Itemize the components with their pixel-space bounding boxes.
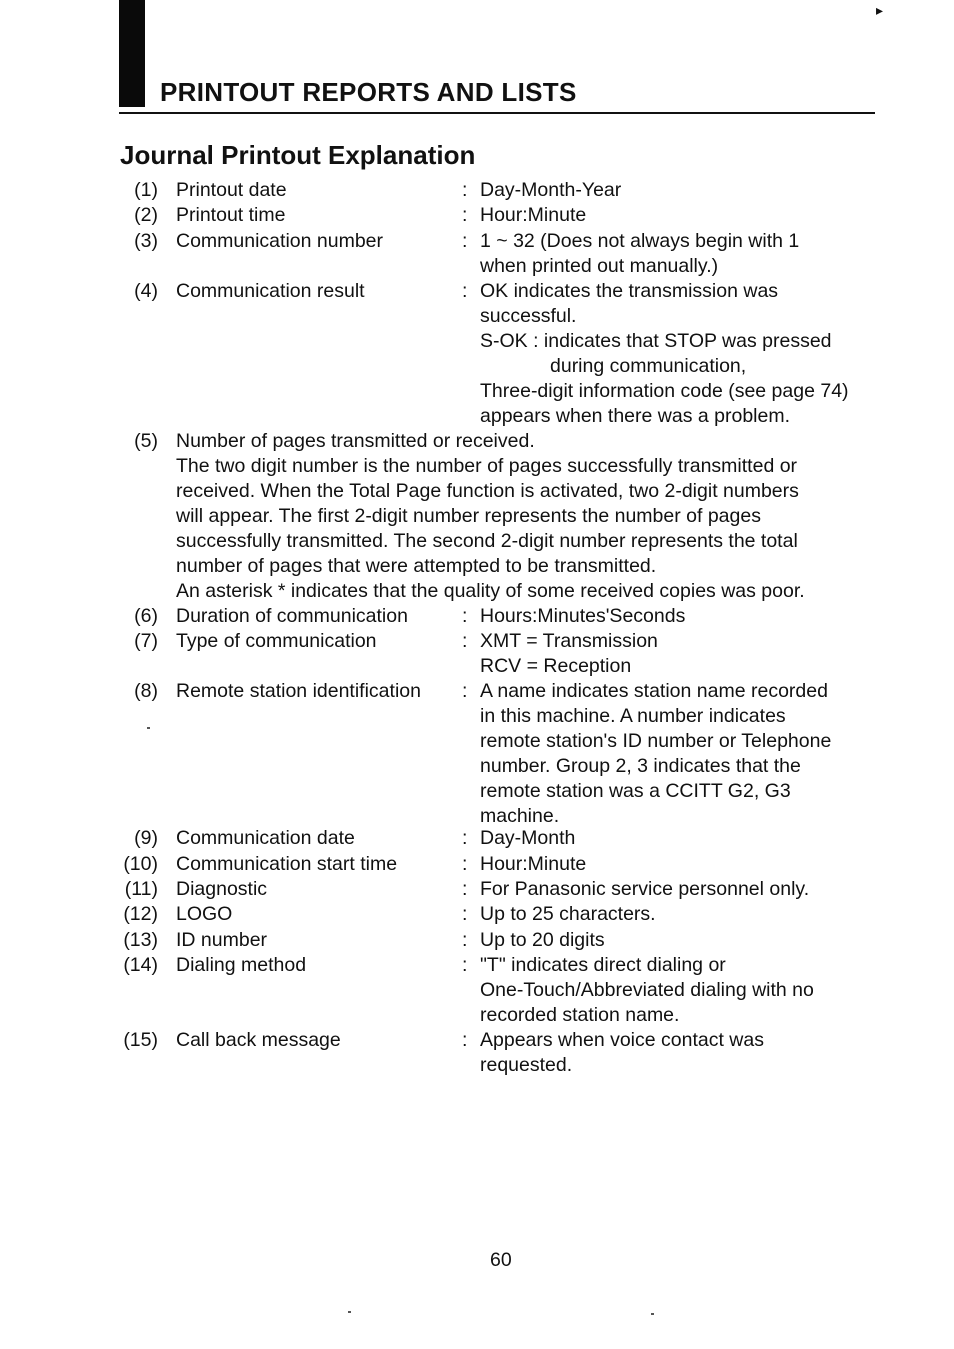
entry-description-line: Day-Month	[480, 827, 576, 849]
entry-description-line: Three-digit information code (see page 74)	[480, 380, 849, 402]
entry-description-line: "T" indicates direct dialing or	[480, 954, 726, 976]
entry-description-line: Hour:Minute	[480, 853, 587, 875]
entry-number: (12)	[123, 903, 158, 925]
entry-number: (13)	[123, 929, 158, 951]
entry-colon: :	[462, 630, 468, 652]
entry-number: (5)	[134, 430, 158, 452]
entry-number: (14)	[123, 954, 158, 976]
entry-label: ID number	[176, 929, 268, 951]
entry-colon: :	[462, 280, 468, 302]
entry-description-line: Appears when voice contact was	[480, 1029, 764, 1051]
entry-description-line: requested.	[480, 1054, 573, 1076]
entry-description-line: number. Group 2, 3 indicates that the	[480, 755, 801, 777]
paragraph-line: will appear. The first 2-digit number represents the number of pages	[176, 505, 761, 527]
entry-description-line: Hours:Minutes'Seconds	[480, 605, 686, 627]
entry-label: Duration of communication	[176, 605, 408, 627]
entry-colon: :	[462, 929, 468, 951]
print-speck	[348, 1311, 351, 1313]
entry-colon: :	[462, 954, 468, 976]
entry-description-line: remote station's ID number or Telephone	[480, 730, 832, 752]
print-speck	[147, 727, 150, 729]
entry-number: (11)	[124, 878, 158, 900]
paragraph-line: received. When the Total Page function is activated, two 2-digit numbers	[176, 480, 799, 502]
entry-colon: :	[462, 1029, 468, 1051]
entry-description-line: 1 ~ 32 (Does not always begin with 1	[480, 230, 800, 252]
entry-colon: :	[462, 903, 468, 925]
entry-colon: :	[462, 853, 468, 875]
entry-description-line: recorded station name.	[480, 1004, 680, 1026]
entry-description-line: OK indicates the transmission was	[480, 280, 779, 302]
entry-description-line: successful.	[480, 305, 577, 327]
entry-colon: :	[462, 204, 468, 226]
entry-description-line: machine.	[480, 805, 560, 827]
entry-description-line: Up to 20 digits	[480, 929, 605, 951]
entry-label: Communication date	[176, 827, 355, 849]
entry-description-line: when printed out manually.)	[480, 255, 719, 277]
entry-label: Type of communication	[176, 630, 377, 652]
entry-description-line: RCV = Reception	[480, 655, 632, 677]
entry-label: Number of pages transmitted or received.	[176, 430, 535, 452]
entry-number: (8)	[134, 680, 158, 702]
entry-number: (1)	[134, 179, 158, 201]
entry-description-line: A name indicates station name recorded	[480, 680, 828, 702]
entry-label: Printout time	[176, 204, 286, 226]
entry-label: Remote station identification	[176, 680, 421, 702]
entry-description-line: XMT = Transmission	[480, 630, 658, 652]
entry-description-line: Up to 25 characters.	[480, 903, 656, 925]
entry-number: (4)	[134, 280, 158, 302]
entry-description-line: remote station was a CCITT G2, G3	[480, 780, 791, 802]
entry-number: (15)	[123, 1029, 158, 1051]
entry-description-line: in this machine. A number indicates	[480, 705, 786, 727]
page-number: 60	[490, 1249, 512, 1271]
entry-number: (2)	[134, 204, 158, 226]
entry-description-line: S-OK : indicates that STOP was pressed	[480, 330, 832, 352]
entry-label: Dialing method	[176, 954, 307, 976]
print-speck	[651, 1313, 654, 1315]
entry-colon: :	[462, 179, 468, 201]
paragraph-line: number of pages that were attempted to be transmitted.	[176, 555, 657, 577]
entry-colon: :	[462, 878, 468, 900]
entry-description-line: Hour:Minute	[480, 204, 587, 226]
entry-label: LOGO	[176, 903, 233, 925]
entry-description-line: Day-Month-Year	[480, 179, 622, 201]
entry-label: Diagnostic	[176, 878, 268, 900]
entry-colon: :	[462, 827, 468, 849]
entry-label: Communication start time	[176, 853, 398, 875]
paragraph-line: The two digit number is the number of pages successfully transmitted or	[176, 455, 798, 477]
entry-description-line: during communication,	[550, 355, 747, 377]
page-title: Journal Printout Explanation	[120, 140, 476, 170]
paragraph-line: An asterisk * indicates that the quality of some received copies was poor.	[176, 580, 805, 602]
entry-number: (3)	[134, 230, 158, 252]
section-title: PRINTOUT REPORTS AND LISTS	[160, 77, 577, 107]
entry-number: (7)	[134, 630, 158, 652]
entry-description-line: appears when there was a problem.	[480, 405, 791, 427]
corner-arrow-icon: ▸	[876, 2, 884, 18]
entry-colon: :	[462, 230, 468, 252]
section-divider	[119, 112, 875, 114]
entry-label: Call back message	[176, 1029, 341, 1051]
entry-number: (9)	[134, 827, 158, 849]
entry-label: Communication number	[176, 230, 384, 252]
entry-colon: :	[462, 680, 468, 702]
entry-number: (10)	[123, 853, 158, 875]
paragraph-line: successfully transmitted. The second 2-digit number represents the total	[176, 530, 798, 552]
section-marker-bar	[119, 0, 145, 107]
entry-colon: :	[462, 605, 468, 627]
entry-description-line: For Panasonic service personnel only.	[480, 878, 810, 900]
entry-number: (6)	[134, 605, 158, 627]
entry-label: Communication result	[176, 280, 365, 302]
entry-label: Printout date	[176, 179, 287, 201]
entry-description-line: One-Touch/Abbreviated dialing with no	[480, 979, 814, 1001]
